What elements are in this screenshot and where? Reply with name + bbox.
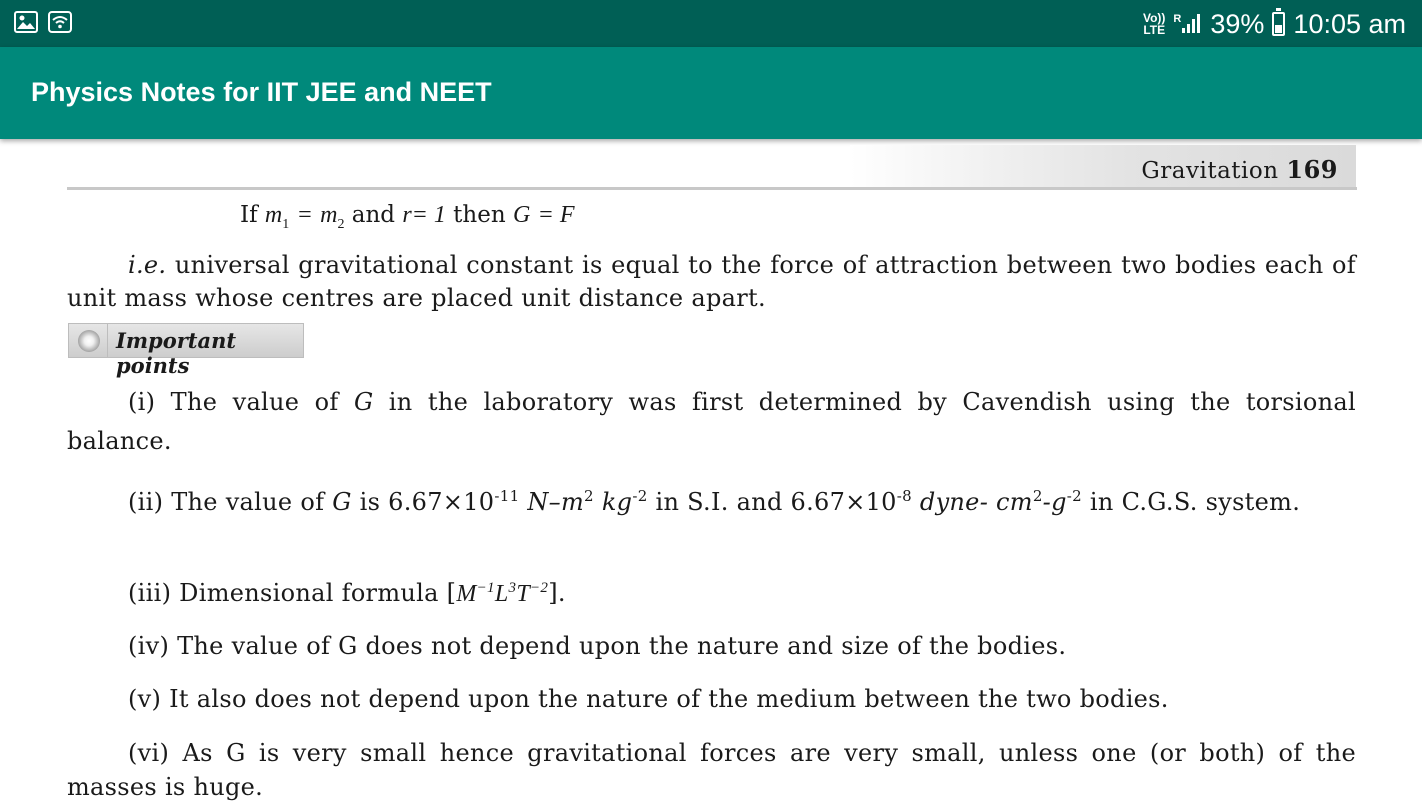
app-title: Physics Notes for IIT JEE and NEET — [31, 77, 492, 107]
point-2: (ii) The value of G is $6.67\times 10^{-11}$ $N-m^2$ $kg^{-2}$ in S.I. and $6.67\times 10^{-8}$ dyne- $cm^2-g^{-2}$ in C.G.S. system. — [128, 487, 1301, 516]
definition-paragraph: i.e. universal gravitational constant is equal to the force of attraction between two bodies each of unit mass whose centres are placed unit distance apart. — [67, 251, 1356, 312]
important-points-heading — [68, 323, 304, 378]
point-3: (iii) Dimensional formula $[M^{-1}L^3T^{-2}]$. — [128, 579, 566, 607]
clock: 10:05 am — [1293, 8, 1406, 39]
header-divider — [67, 187, 1357, 190]
status-bar — [0, 0, 1422, 47]
point-1: (i) The value of G in the laboratory was first determined by Cavendish using the torsional balance. — [67, 388, 1356, 455]
point-6: (vi) As G is very small hence gravitational forces are very small, unless one (or both) of the masses is huge. — [67, 739, 1356, 801]
signal-icon: R — [1173, 13, 1202, 35]
point-5: (v) It also does not depend upon the nature of the medium between the two bodies. — [128, 685, 1169, 713]
document-page[interactable] — [0, 139, 1422, 800]
point-4: (iv) The value of G does not depend upon the nature and size of the bodies. — [128, 632, 1067, 660]
important-points-label: Important points — [116, 328, 237, 378]
status-indicators — [1143, 6, 1406, 42]
header-page-number: 169 — [1286, 155, 1338, 184]
gallery-icon — [14, 11, 38, 33]
header-chapter: Gravitation — [1141, 158, 1279, 184]
volte-icon: Vo)) LTE — [1142, 11, 1166, 37]
app-bar — [0, 47, 1422, 139]
battery-icon — [1272, 12, 1285, 36]
bullet-circle-icon — [78, 330, 100, 352]
wifi-notification-icon — [48, 11, 72, 33]
battery-percent: 39% — [1210, 8, 1265, 39]
equation-line: If $m_1 = m_2$ and r= 1 then G = F — [240, 202, 575, 232]
running-header — [850, 145, 1356, 190]
